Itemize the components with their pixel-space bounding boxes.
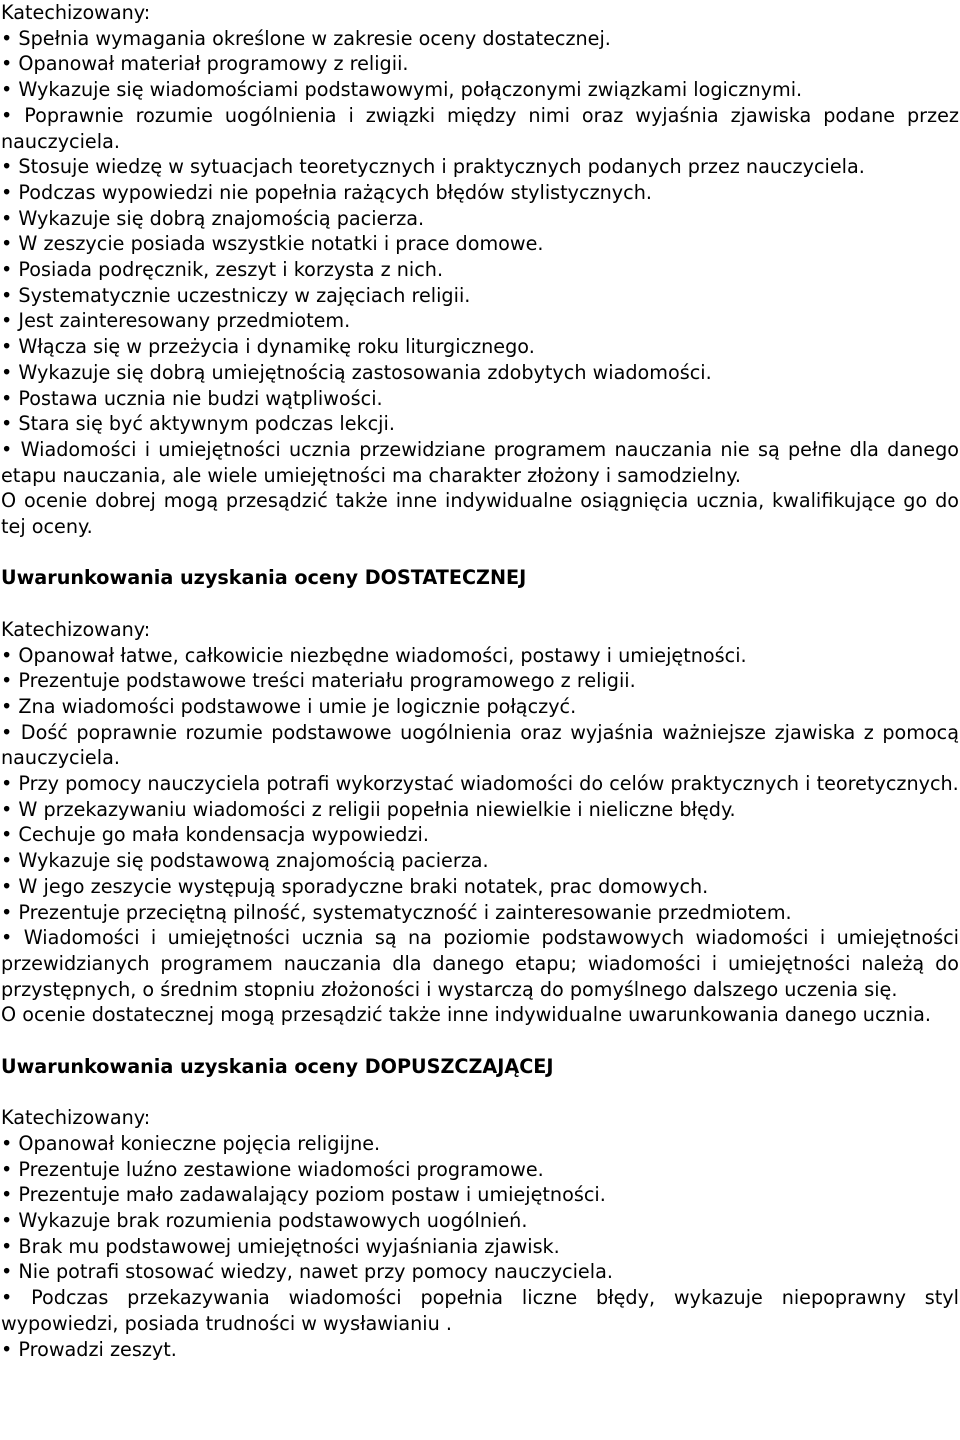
spacer bbox=[1, 1079, 959, 1105]
list-item: • Jest zainteresowany przedmiotem. bbox=[1, 309, 351, 333]
list-item: • Opanował konieczne pojęcia religijne. bbox=[1, 1131, 381, 1155]
list-item: • Systematycznie uczestniczy w zajęciach religii. bbox=[1, 283, 471, 307]
closing-paragraph: O ocenie dobrej mogą przesądzić także inne indywidualne osiągnięcia ucznia, kwalifikujące go do tej oceny. bbox=[1, 489, 959, 539]
section-dopuszczajaca bbox=[1, 1054, 959, 1362]
list-item: • Poprawnie rozumie uogólnienia i związki między nimi oraz wyjaśnia zjawiska podane przez nauczyciela. bbox=[1, 103, 959, 153]
list-item: • Podczas wypowiedzi nie popełnia rażących błędów stylistycznych. bbox=[1, 180, 652, 204]
list-item: • Przy pomocy nauczyciela potrafi wykorzystać wiadomości do celów praktycznych i teoretycznych. bbox=[1, 772, 959, 796]
list-item: • Wykazuje brak rozumienia podstawowych uogólnień. bbox=[1, 1208, 528, 1232]
list-item: • Prowadzi zeszyt. bbox=[1, 1337, 177, 1361]
list-item: • Posiada podręcznik, zeszyt i korzysta z nich. bbox=[1, 258, 444, 282]
section-label: Katechizowany: bbox=[1, 617, 151, 641]
list-item: • Nie potrafi stosować wiedzy, nawet przy pomocy nauczyciela. bbox=[1, 1260, 613, 1284]
list-item: • Wiadomości i umiejętności ucznia są na poziomie podstawowych wiadomości i umiejętności przewidzianych programem nauczania dla danego etapu; wiadomości i umiejętności należą do przystępnych, o średnim stopniu złożoności i wystarczą do pomyślnego dalszego uczenia się. bbox=[1, 926, 959, 1001]
list-item: • Stosuje wiedzę w sytuacjach teoretycznych i praktycznych podanych przez nauczyciela. bbox=[1, 155, 865, 179]
section-dobra bbox=[1, 0, 959, 540]
list-item: • Włącza się w przeżycia i dynamikę roku liturgicznego. bbox=[1, 335, 535, 359]
section-dostateczna bbox=[1, 565, 959, 1028]
list-item: • Dość poprawnie rozumie podstawowe uogólnienia oraz wyjaśnia ważniejsze zjawiska z pomocą nauczyciela. bbox=[1, 720, 959, 770]
list-item: • W zeszycie posiada wszystkie notatki i prace domowe. bbox=[1, 232, 544, 256]
list-item: • Wiadomości i umiejętności ucznia przewidziane programem nauczania nie są pełne dla danego etapu nauczania, ale wiele umiejętności ma charakter złożony i samodzielny. bbox=[1, 437, 959, 487]
list-item: • W przekazywaniu wiadomości z religii popełnia niewielkie i nieliczne błędy. bbox=[1, 797, 736, 821]
list-item: • Podczas przekazywania wiadomości popełnia liczne błędy, wykazuje niepoprawny styl wypowiedzi, posiada trudności w wysławianiu . bbox=[1, 1286, 959, 1335]
list-item: • Prezentuje mało zadawalający poziom postaw i umiejętności. bbox=[1, 1183, 606, 1207]
list-item: • Wykazuje się dobrą umiejętnością zastosowania zdobytych wiadomości. bbox=[1, 360, 712, 384]
list-item: • Prezentuje przeciętną pilność, systematyczność i zainteresowanie przedmiotem. bbox=[1, 900, 792, 924]
list-item: • Spełnia wymagania określone w zakresie oceny dostatecznej. bbox=[1, 26, 611, 50]
list-item: • Wykazuje się podstawową znajomością pacierza. bbox=[1, 849, 489, 873]
spacer bbox=[1, 540, 959, 566]
list-item: • Brak mu podstawowej umiejętności wyjaśniania zjawisk. bbox=[1, 1234, 560, 1258]
list-item: • Opanował łatwe, całkowicie niezbędne wiadomości, postawy i umiejętności. bbox=[1, 643, 747, 667]
section-label: Katechizowany: bbox=[1, 1, 151, 24]
list-item: • Wykazuje się wiadomościami podstawowymi, połączonymi związkami logicznymi. bbox=[1, 78, 803, 102]
section-label: Katechizowany: bbox=[1, 1106, 151, 1130]
list-item: • Opanował materiał programowy z religii. bbox=[1, 52, 409, 76]
spacer bbox=[1, 591, 959, 617]
list-item: • Zna wiadomości podstawowe i umie je logicznie połączyć. bbox=[1, 694, 577, 718]
list-item: • Prezentuje podstawowe treści materiału programowego z religii. bbox=[1, 669, 636, 693]
list-item: • Postawa ucznia nie budzi wątpliwości. bbox=[1, 386, 383, 410]
list-item: • Prezentuje luźno zestawione wiadomości programowe. bbox=[1, 1157, 544, 1181]
list-item: • Stara się być aktywnym podczas lekcji. bbox=[1, 412, 395, 436]
spacer bbox=[1, 1028, 959, 1054]
list-item: • Cechuje go mała kondensacja wypowiedzi. bbox=[1, 823, 429, 847]
closing-paragraph: O ocenie dostatecznej mogą przesądzić także inne indywidualne uwarunkowania danego ucznia. bbox=[1, 1003, 931, 1027]
list-item: • W jego zeszycie występują sporadyczne braki notatek, prac domowych. bbox=[1, 874, 709, 898]
section-heading: Uwarunkowania uzyskania oceny DOSTATECZNEJ bbox=[1, 566, 527, 590]
section-heading: Uwarunkowania uzyskania oceny DOPUSZCZAJĄCEJ bbox=[1, 1054, 554, 1078]
list-item: • Wykazuje się dobrą znajomością pacierza. bbox=[1, 206, 425, 230]
